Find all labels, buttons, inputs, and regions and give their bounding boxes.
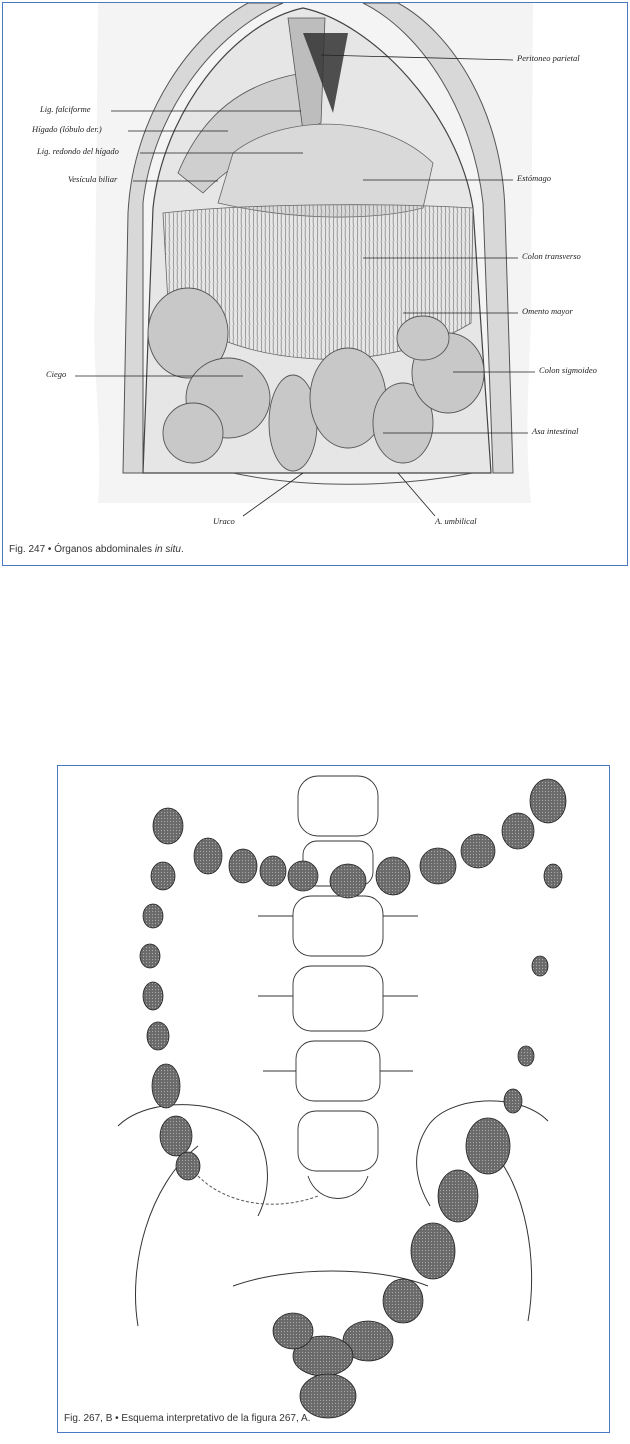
label-omento-mayor: Omento mayor xyxy=(522,306,573,316)
figure2-caption: Fig. 267, B • Esquema interpretativo de la figura 267, A. xyxy=(64,1413,311,1424)
abdominal-organs-illustration xyxy=(3,3,626,564)
colon-schema-illustration xyxy=(58,766,608,1431)
label-estomago: Estómago xyxy=(517,173,551,183)
figure1-caption xyxy=(9,544,184,555)
label-lig-redondo: Lig. redondo del hígado xyxy=(37,146,119,156)
label-higado: Hígado (lóbulo der.) xyxy=(32,124,102,134)
label-lig-falciforme: Lig. falciforme xyxy=(40,104,91,114)
label-ciego: Ciego xyxy=(46,369,67,379)
label-asa-intestinal: Asa intestinal xyxy=(532,426,579,436)
label-colon-transverso: Colon transverso xyxy=(522,251,581,261)
caption-italic-text: in situ xyxy=(154,544,181,555)
label-peritoneo-parietal: Peritoneo parietal xyxy=(517,53,580,63)
label-a-umbilical: A. umbilical xyxy=(435,516,477,526)
figure-colon-schema xyxy=(57,765,610,1433)
caption-text: Fig. 247 • Órganos abdominales xyxy=(9,544,155,555)
caption-period: . xyxy=(180,544,184,555)
label-colon-sigmoideo: Colon sigmoideo xyxy=(539,365,597,375)
label-uraco: Uraco xyxy=(213,516,235,526)
label-vesicula-biliar: Vesícula biliar xyxy=(68,174,118,184)
figure-abdominal-organs xyxy=(2,2,628,566)
